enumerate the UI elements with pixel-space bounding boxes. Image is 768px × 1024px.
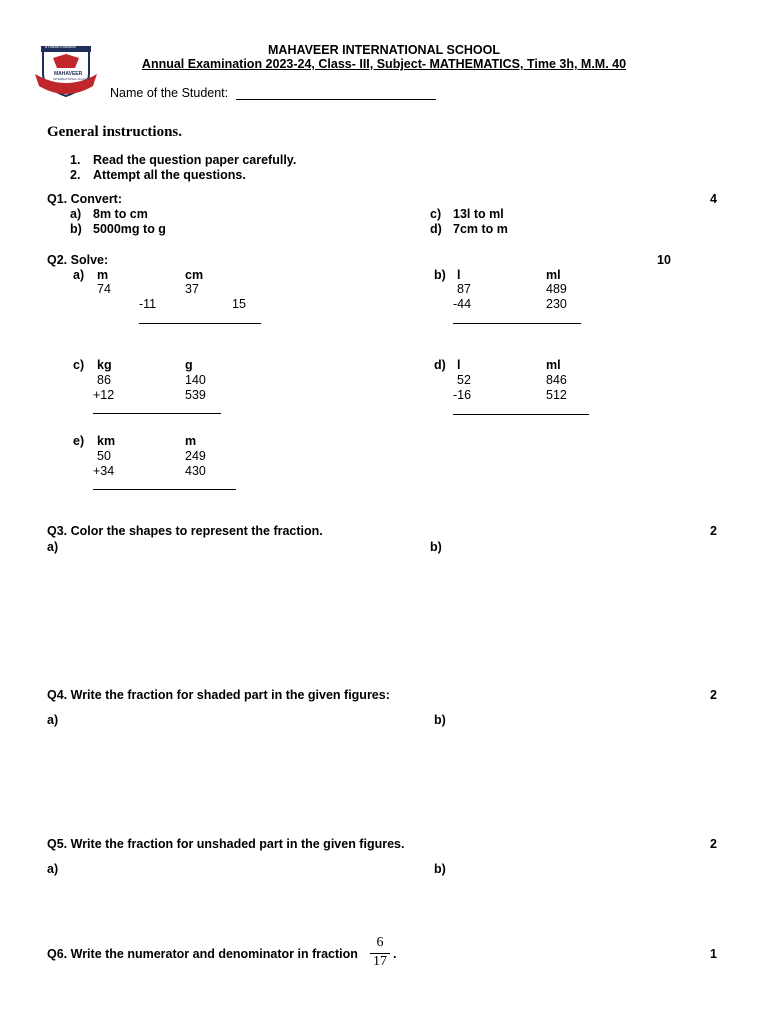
q2-e-value: 249	[185, 449, 206, 463]
q4-b-label: b)	[434, 713, 446, 727]
student-name-line[interactable]	[236, 99, 436, 100]
instruction-number: 2.	[70, 168, 81, 182]
q2-d-label: d)	[434, 358, 446, 372]
q2-e-value: +34	[93, 464, 115, 478]
q2-b-value: 489	[546, 282, 567, 296]
logo-motto: A Holistic Education	[45, 45, 76, 49]
q2-c-value: 86	[97, 373, 111, 387]
q6-fraction-denominator: 17	[373, 954, 387, 969]
q2-e-answer-line[interactable]	[93, 489, 236, 490]
q2-e-value: 430	[185, 464, 206, 478]
q2-b-unit-1: l	[457, 268, 461, 282]
q2-marks: 10	[657, 253, 671, 267]
q2-c-answer-line[interactable]	[93, 413, 221, 414]
q2-title: Q2. Solve:	[47, 253, 109, 267]
q1-b-label: b)	[70, 222, 82, 236]
q2-d-value: 512	[546, 388, 567, 402]
q2-b-label: b)	[434, 268, 446, 282]
q4-a-label: a)	[47, 713, 59, 727]
q2-d-answer-line[interactable]	[453, 414, 589, 415]
exam-title: Annual Examination 2023-24, Class- III, Subject- MATHEMATICS, Time 3h, M.M. 40	[141, 57, 627, 71]
q2-c-value: 539	[185, 388, 206, 402]
instruction-number: 1.	[70, 153, 81, 167]
q4-marks: 2	[710, 688, 717, 702]
q2-e-value: 50	[97, 449, 111, 463]
q6-title: Q6. Write the numerator and denominator in fraction	[47, 947, 358, 961]
q5-a-label: a)	[47, 862, 59, 876]
q2-e-unit-1: km	[97, 434, 116, 448]
instruction-text: Attempt all the questions.	[93, 168, 246, 182]
q2-c-unit-1: kg	[97, 358, 112, 372]
q5-title: Q5. Write the fraction for unshaded part in the given figures.	[47, 837, 405, 851]
q2-a-value: -11	[139, 297, 157, 311]
q2-a-answer-line[interactable]	[139, 323, 261, 324]
student-name-label: Name of the Student:	[110, 86, 229, 100]
q1-c-label: c)	[430, 207, 442, 221]
q2-d-value: 846	[546, 373, 567, 387]
q4-title: Q4. Write the fraction for shaded part in the given figures:	[47, 688, 390, 702]
q3-marks: 2	[710, 524, 717, 538]
q1-d-text: 7cm to m	[453, 222, 508, 236]
logo-subtitle: INTERNATIONAL SCHOOL	[53, 77, 91, 81]
q2-a-value: 15	[232, 297, 246, 311]
q2-a-unit-2: cm	[185, 268, 204, 282]
q3-b-label: b)	[430, 540, 442, 554]
q2-d-unit-2: ml	[546, 358, 561, 372]
q6-fraction-numerator: 6	[376, 935, 384, 950]
q2-a-value: 37	[185, 282, 199, 296]
q2-a-unit-1: m	[97, 268, 109, 282]
q2-c-label: c)	[73, 358, 85, 372]
q2-b-value: -44	[453, 297, 472, 311]
q2-b-value: 87	[457, 282, 471, 296]
q5-marks: 2	[710, 837, 717, 851]
q2-e-label: e)	[73, 434, 85, 448]
q2-b-answer-line[interactable]	[453, 323, 581, 324]
q1-title: Q1. Convert:	[47, 192, 123, 206]
q2-b-value: 230	[546, 297, 567, 311]
q5-b-label: b)	[434, 862, 446, 876]
q1-d-label: d)	[430, 222, 442, 236]
q2-b-unit-2: ml	[546, 268, 561, 282]
q6-period: .	[393, 947, 397, 961]
instructions-title: General instructions.	[47, 124, 182, 140]
q1-a-label: a)	[70, 207, 82, 221]
q1-b-text: 5000mg to g	[93, 222, 166, 236]
q1-marks: 4	[710, 192, 717, 206]
q2-d-unit-1: l	[457, 358, 461, 372]
q1-a-text: 8m to cm	[93, 207, 148, 221]
logo-name: MAHAVEER	[54, 71, 83, 77]
q2-a-label: a)	[73, 268, 85, 282]
q2-d-value: -16	[453, 388, 472, 402]
q2-e-unit-2: m	[185, 434, 197, 448]
school-name: MAHAVEER INTERNATIONAL SCHOOL	[268, 43, 500, 57]
q2-c-value: 140	[185, 373, 206, 387]
q2-d-value: 52	[457, 373, 471, 387]
q6-marks: 1	[710, 947, 717, 961]
q2-c-unit-2: g	[185, 358, 193, 372]
q3-title: Q3. Color the shapes to represent the fraction.	[47, 524, 323, 538]
q3-a-label: a)	[47, 540, 59, 554]
q2-c-value: +12	[93, 388, 115, 402]
q1-c-text: 13l to ml	[453, 207, 504, 221]
instruction-text: Read the question paper carefully.	[93, 153, 297, 167]
q2-a-value: 74	[97, 282, 111, 296]
